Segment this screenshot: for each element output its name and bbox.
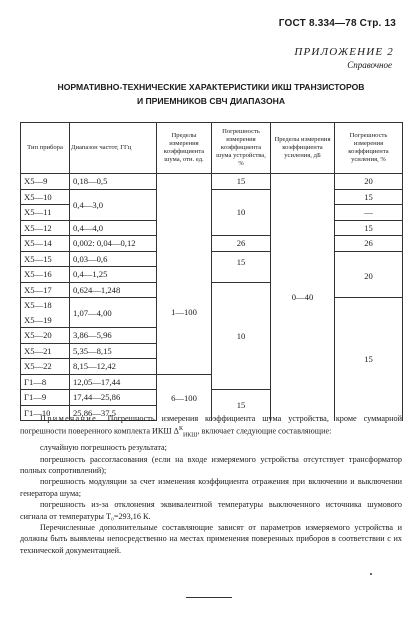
note-item: случайную погрешность результата;: [40, 443, 167, 453]
frequency-range-cell: 0,002: 0,04—0,12: [70, 236, 157, 252]
frequency-range-cell: 1,07—4,00: [70, 298, 157, 328]
gain-error-cell: 20: [335, 251, 403, 298]
appendix-title: ПРИЛОЖЕНИЕ 2: [294, 46, 394, 58]
nf-error-cell: 15: [212, 174, 271, 190]
device-type-cell: Х5—16: [21, 267, 70, 283]
table-row: [21, 174, 403, 190]
document-title-line-1: НОРМАТИВНО-ТЕХНИЧЕСКИЕ ХАРАКТЕРИСТИКИ ИКШ ТРАНЗИСТОРОВ: [57, 82, 365, 92]
device-type-cell: Х5—15: [21, 251, 70, 267]
characteristics-table: [20, 122, 403, 421]
nf-error-cell: 26: [212, 236, 271, 252]
device-type-cell: Х5—17: [21, 282, 70, 298]
gain-error-cell: 26: [335, 236, 403, 252]
header-gain-error: Погрешность измерения коэффициента усиления, %: [335, 123, 403, 174]
frequency-range-cell: 0,03—0,6: [70, 251, 157, 267]
device-type-cell: Г1—10: [21, 405, 70, 421]
note-closing: Перечисленные дополнительные составляющие зависят от параметров измеряемого устройства и должны быть выявлены непосредственно на местах применения поверенных приборов в соответствии с их технической документацией.: [20, 523, 402, 555]
device-type-cell: Х5—12: [21, 220, 70, 236]
note-item: погрешность рассогласования (если на входе измеряемого устройства отсутствует трансформатор полных сопротивлений);: [20, 454, 402, 475]
gain-error-cell: 20: [335, 174, 403, 190]
frequency-range-cell: 0,624—1,248: [70, 282, 157, 298]
frequency-range-cell: 0,4—1,25: [70, 267, 157, 283]
note-lead-text: Погрешность измерения коэффициента шума устройства, кроме суммарной погрешности поверенного комплекта ИКШ Δ: [20, 414, 402, 437]
nf-error-cell: 10: [212, 282, 271, 390]
nf-error-cell: 10: [212, 189, 271, 236]
header-device-type: Тип прибора: [21, 123, 70, 174]
device-type-cell: Х5—14: [21, 236, 70, 252]
device-type-cell: Г1—9: [21, 390, 70, 406]
table-row: [21, 189, 403, 205]
frequency-range-cell: 0,4—4,0: [70, 220, 157, 236]
document-title-line-2: И ПРИЕМНИКОВ СВЧ ДИАПАЗОНА: [136, 96, 286, 106]
header-nf-error: Погрешность измерения коэффициента шума устройства, %: [212, 123, 271, 174]
device-type-cell: Х5—10: [21, 189, 70, 205]
end-rule: [186, 597, 232, 598]
note-lead-sup: К: [178, 426, 183, 433]
page-header: ГОСТ 8.334—78 Стр. 13: [278, 18, 396, 29]
frequency-range-cell: 25,86—37,5: [70, 405, 157, 421]
gain-error-cell: —: [335, 205, 403, 221]
document-title: [20, 80, 402, 108]
frequency-range-cell: 8,15—12,42: [70, 359, 157, 375]
note-lead-sub: ИКШ: [182, 432, 198, 439]
note-prefix: Примечание.: [40, 414, 101, 423]
gain-error-cell: 15: [335, 220, 403, 236]
table-row: [21, 236, 403, 252]
device-type-cell: Х5—22: [21, 359, 70, 375]
nf-error-cell: 15: [212, 390, 271, 421]
notes-section: [20, 413, 402, 556]
device-type-cell: Х5—21: [21, 343, 70, 359]
page-dot-mark: [370, 573, 372, 575]
nf-limits-cell: 6—100: [157, 374, 212, 421]
gain-limits-cell: 0—40: [271, 174, 335, 421]
header-frequency-range: Диапазон частот, ГГц: [70, 123, 157, 174]
nf-limits-empty-cell: [157, 174, 212, 252]
frequency-range-cell: 17,44—25,86: [70, 390, 157, 406]
nf-limits-cell: 1—100: [157, 251, 212, 374]
device-type-cell: Х5—9: [21, 174, 70, 190]
device-type-cell: Х5—20: [21, 328, 70, 344]
frequency-range-cell: 0,4—3,0: [70, 189, 157, 220]
frequency-range-cell: 12,05—17,44: [70, 374, 157, 390]
frequency-range-cell: 3,86—5,96: [70, 328, 157, 344]
appendix-subtitle: Справочное: [347, 60, 392, 70]
device-type-cell: Х5—19: [21, 313, 70, 328]
device-type-cell: Х5—18: [21, 298, 70, 313]
note-item: погрешность из-за отклонения эквивалентной температуры выключенного источника шумового сигнала от температуры T₀=293,16 К.: [20, 500, 402, 521]
gain-error-cell: 15: [335, 189, 403, 205]
note-lead: [20, 413, 402, 442]
device-type-cell: Г1—8: [21, 374, 70, 390]
frequency-range-cell: 5,35—8,15: [70, 343, 157, 359]
device-type-cell: Х5—11: [21, 205, 70, 221]
gain-error-cell: 15: [335, 298, 403, 421]
note-lead-end: , включает следующие составляющие:: [197, 427, 332, 437]
header-nf-limits: Пределы измерения коэффициента шума, отн. ед.: [157, 123, 212, 174]
nf-error-cell: 15: [212, 251, 271, 282]
note-item: погрешность модуляции за счет изменения коэффициента отражения при включении и выключении генератора шума;: [20, 477, 402, 498]
header-gain-limits: Пределы измерения коэффициента усиления, дБ: [271, 123, 335, 174]
table-header-row: [21, 123, 403, 174]
table-row: [21, 251, 403, 267]
frequency-range-cell: 0,18—0,5: [70, 174, 157, 190]
